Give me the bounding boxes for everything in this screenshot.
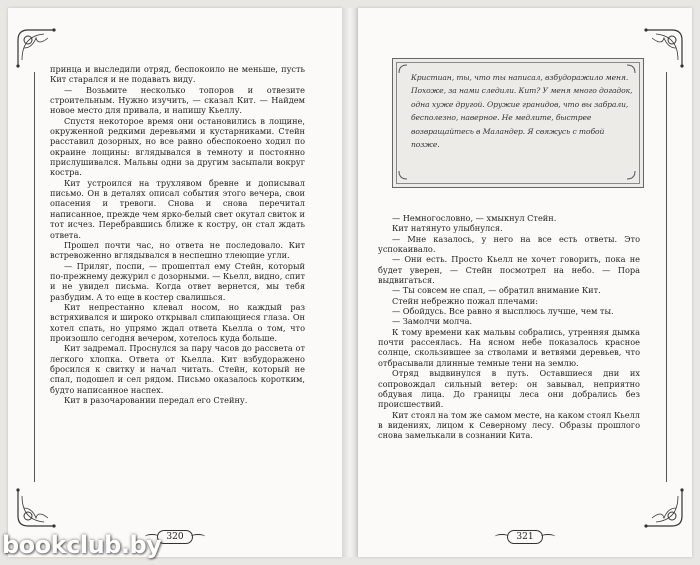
paragraph: — Они есть. Просто Кьелл не хочет говорить, пока не будет уверен, — Стейн посмотрел на небо. — Пора выдвигаться.: [378, 254, 640, 286]
paragraph: — Обойдусь. Все равно я высплюсь лучше, чем ты.: [392, 306, 614, 317]
book-gutter: [342, 8, 358, 557]
right-page-text: [378, 213, 640, 441]
page-border-line: [34, 72, 35, 482]
left-page: [8, 8, 342, 557]
paragraph: — Возьмите несколько топоров и отвезите строительным. Нужно изучить, — сказал Кит. — Найдем новое место для привала, и напишу Кьеллу.: [50, 84, 305, 116]
page-border-line: [666, 72, 667, 482]
paragraph: К тому времени как мальвы собрались, утренняя дымка почти рассеялась. На ясном небе показалось красное солнце, скользившее за стволами и ветвями деревьев, что отбрасывали длинные темные тени на землю.: [378, 326, 640, 368]
paragraph: — Ты совсем не спал, — обратил внимание Кит.: [392, 285, 601, 296]
paragraph: Спустя некоторое время они остановились в лощине, окруженной редкими деревьями и кустарниками. Стейн расставил дозорных, но все равно обеспокоено ходил по окраине лощины: вглядывался в темноту и постоянно прислушивался. Мальвы одни за другим засыпали вокруг костра.: [50, 115, 305, 178]
watermark: bookclub.by: [2, 531, 162, 559]
paragraph: Кит в разочаровании передал его Стейну.: [64, 395, 248, 405]
right-page: [358, 8, 692, 557]
paragraph: Кит задремал. Проснулся за пару часов до рассвета от легкого хлопка. Ответа от Кьелла. Кит взбудоражено бросился к свитку и начал читать. Стейн, который не спал, подошел и сел рядом. Письмо оказалось коротким, будто написанное наспех.: [50, 343, 305, 395]
corner-ornament-icon: [642, 486, 686, 530]
paragraph: Кит стоял на том же самом месте, на каком стоял Кьелл в видениях, лицом к Северному лесу. Образы прошлого снова замелькали в сознании Кита.: [378, 409, 640, 441]
letter-box: [392, 58, 644, 188]
paragraph: — Мне казалось, у него на все есть ответы. Это успокаивало.: [378, 233, 640, 255]
page-number-text: 320: [166, 532, 184, 542]
paragraph: — Немногословно, — хмыкнул Стейн.: [392, 213, 557, 223]
paragraph: Отряд выдвинулся в путь. Оставшиеся дни их сопровождал сильный ветер: он завывал, неприятно обдувая лица. До границы леса они добрались без происшествий.: [378, 368, 640, 410]
left-page-text: [50, 64, 305, 405]
paragraph: — Замолчи молча.: [392, 316, 473, 327]
paragraph: Стейн небрежно пожал плечами:: [392, 295, 538, 306]
page-number: [495, 528, 555, 546]
paragraph: Кит натянуто улыбнулся.: [392, 223, 503, 234]
paragraph: Прошел почти час, но ответа не последовало. Кит встревоженно вглядывался в неспешно тлеющие угли.: [50, 239, 305, 261]
paragraph: — Приляг, поспи, — прошептал ему Стейн, который по-прежнему дежурил с дозорными. — Кьелл, видно, спит и не увидел письма. Когда ответ вернется, мы тебя разбудим. А то еще в костер свалишься.: [50, 260, 305, 302]
corner-ornament-icon: [642, 26, 686, 70]
paragraph: Кит непрестанно клевал носом, но каждый раз встряхивался и широко открывал слипающиеся глаза. Он хотел спать, но упрямо ждал ответа Кьелла о том, что произошло сегодня вечером, хотелось куда больше.: [50, 301, 305, 343]
paragraph: принца и выследили отряд, беспокоило не меньше, пусть Кит старался и не подавать виду.: [50, 64, 305, 85]
letter-handwritten-text: Кристиан, ты, что ты написал, взбудоражило меня. Похоже, за нами следили. Кит? У меня много догадок, одна хуже другой. Оружие гранидов, что вы забрали, бесполезно, наверное. Не медлите, быстрее возвращайтесь в Маландер. Я свяжусь с тобой позже.: [411, 73, 633, 150]
paragraph: Кит устроился на трухлявом бревне и дописывал письмо. Он в деталях описал события этого вечера, свои опасения и тревоги. Снова и снова перечитал написанное, прежде чем ярко-белый свет окутал свиток и тот исчез. Перебравшись ближе к костру, он стал ждать ответа.: [50, 177, 305, 240]
page-number-text: 321: [516, 532, 534, 542]
corner-ornament-icon: [14, 486, 58, 530]
